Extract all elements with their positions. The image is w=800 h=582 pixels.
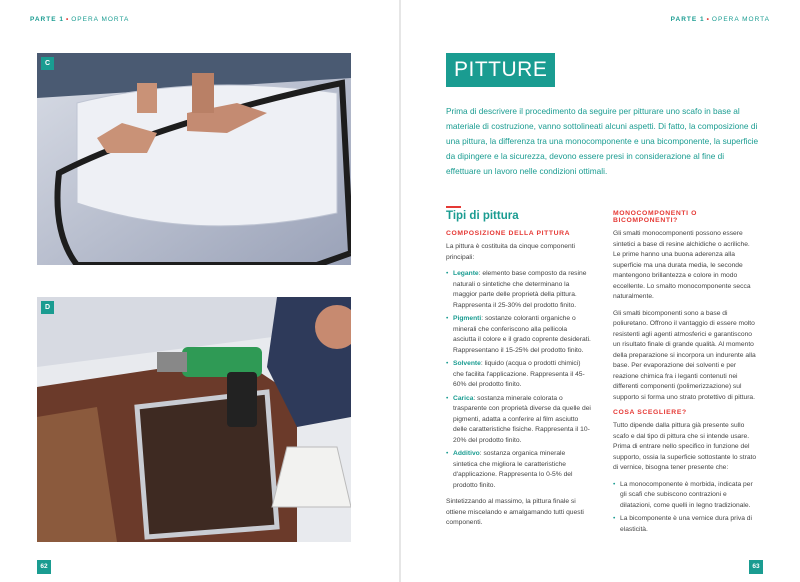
photo-d [37, 297, 351, 542]
photo-tag-c: C [41, 57, 54, 70]
running-header-left: PARTE 1 • OPERA MORTA [30, 16, 130, 23]
composition-lead: La pittura è costituita da cinque componenti principali: [446, 243, 576, 261]
running-header-right: PARTE 1 • OPERA MORTA [670, 16, 770, 23]
section-rule [446, 206, 461, 208]
intro-paragraph: Prima di descrivere il procedimento da seguire per pitturare uno scafo in base al materiale di costruzione, vanno sottolineati alcuni aspetti. Di fatto, la composizione di una pittura, la differenza tra una monocomponente e una bicomponente, la superficie da dipingere e la sicurezza, devono essere presi in considerazione al fine di effettuare un lavoro nelle condizioni ottimali. [446, 106, 759, 176]
mono-paragraph: Gli smalti monocomponenti possono essere sintetici a base di resine alchidiche o acriliche. Le prime hanno una buona aderenza alla superficie ma una durata media, le seconde mantengono brillantezza e colore in modo eccellente. Lo smalto monocomponente secca naturalmente. [613, 230, 751, 300]
composition-closing: Sintetizzando al massimo, la pittura finale si ottiene miscelando e amalgamando tutti questi componenti. [446, 498, 584, 526]
photo-c [37, 53, 351, 265]
right-page [401, 0, 800, 582]
photo-d-illustration [37, 297, 351, 542]
chapter-title: PITTURE [446, 53, 555, 87]
page-number-right: 63 [749, 560, 763, 574]
column-1 [446, 210, 591, 535]
photo-tag-d: D [41, 301, 54, 314]
page-number-left: 62 [37, 560, 51, 574]
list-item: • Pigmenti: sostanze coloranti organiche o minerali che conferiscono alla pellicola asciutta il colore e il grado coprente desiderati. Rappresentano il 15-25% del prodotto finito. [446, 314, 591, 356]
subheading-mono-bi: MONOCOMPONENTI O BICOMPONENTI? [613, 210, 697, 224]
left-page [0, 0, 399, 582]
bi-paragraph: Gli smalti bicomponenti sono a base di poliuretano. Offrono il vantaggio di essere molto resistenti agli agenti atmosferici e garantiscono un risultato finale di grande qualità. Al momento della preparazione si incorpora un indurente alla base. Per evaporazione dei solventi e per reazione chimica fra i leganti contenuti nei differenti componenti (polimerizzazione) sul supporto si forma uno strato protettivo di pittura. [613, 309, 756, 401]
list-item: • La bicomponente è una vernice dura priva di elasticità. [613, 514, 758, 535]
choice-paragraph: Tutto dipende dalla pittura già presente sullo scafo e dal tipo di pittura che si intende usare. Prima di entrare nello specifico in funzione del supporto, ossia la superficie sottostante lo strato di vernice, bisogna tener presente che: [613, 422, 757, 471]
list-item: • Solvente: liquido (acqua o prodotti chimici) che facilita l'applicazione. Rappresenta il 45-60% del prodotto finito. [446, 359, 591, 391]
list-item: • Additivo: sostanza organica minerale sintetica che migliora le caratteristiche d'applicazione. Rappresenta lo 0-5% del prodotto finito. [446, 449, 591, 491]
subheading-choice: COSA SCEGLIERE? [613, 409, 687, 416]
list-item: • La monocomponente è morbida, indicata per gli scafi che subiscono contrazioni e dilatazioni, come quelli in legno tradizionale. [613, 480, 758, 512]
subheading-composition: COMPOSIZIONE DELLA PITTURA [446, 230, 571, 237]
section-heading: Tipi di pittura [446, 210, 519, 222]
components-list [446, 269, 591, 491]
choice-list [613, 480, 758, 536]
list-item: • Legante: elemento base composto da resine naturali o sintetiche che determinano la maggior parte delle proprietà della pittura. Rappresenta il 25-30% del prodotto finito. [446, 269, 591, 311]
photo-c-illustration [37, 53, 351, 265]
column-2 [613, 210, 758, 541]
list-item: • Carica: sostanza minerale colorata o trasparente con proprietà diverse da quelle dei pigmenti, adatta a conferire al film asciutto delle caratteristiche fisiche. Rappresenta il 10-20% del prodotto finito. [446, 394, 591, 447]
